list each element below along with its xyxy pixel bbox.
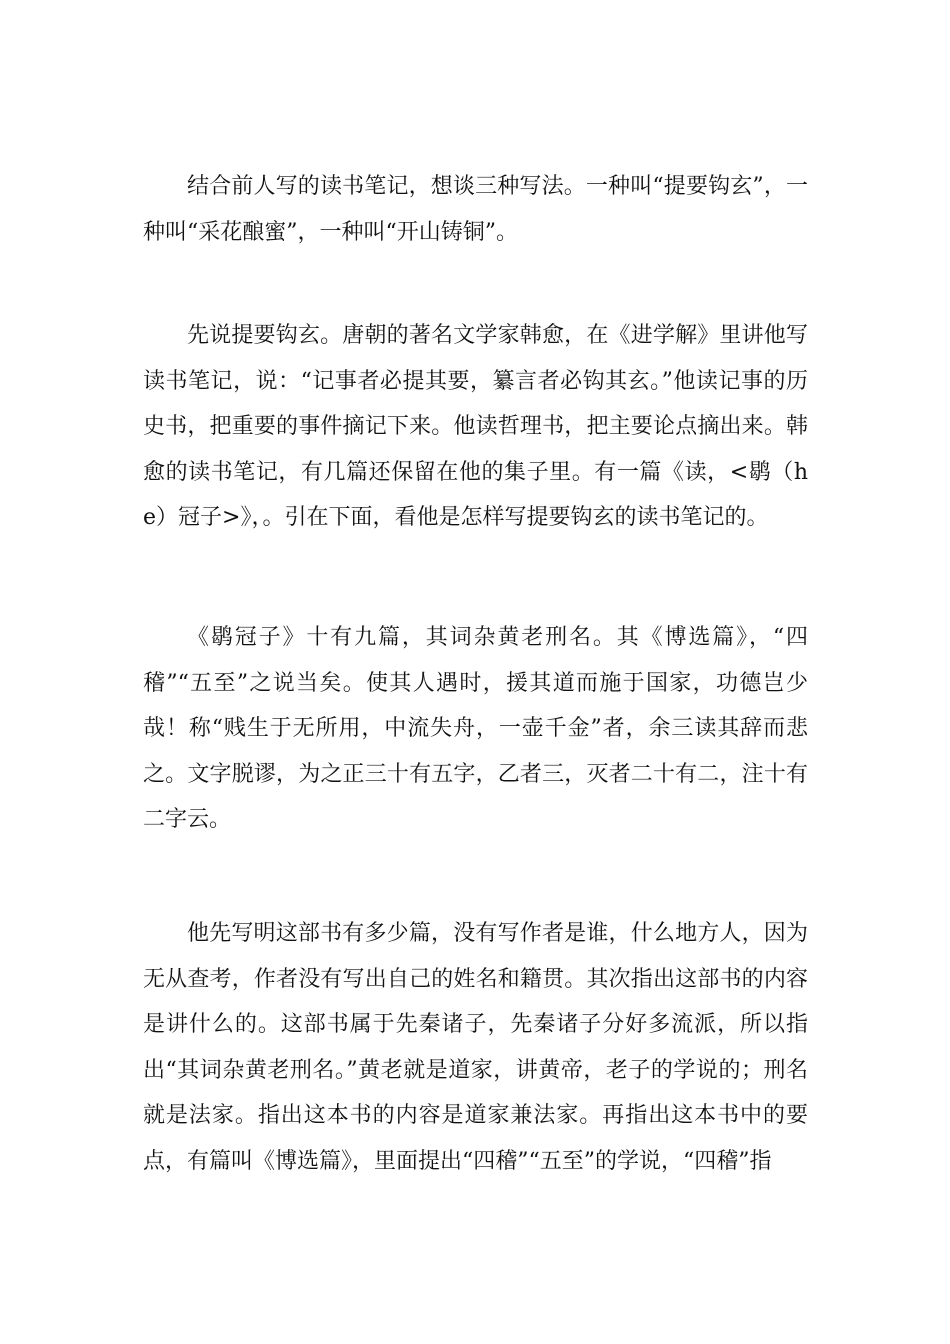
paragraph-tiyao-gouxuan: 先说提要钩玄。唐朝的著名文学家韩愈，在《进学解》里讲他写读书笔记，说：“记事者必提其要，纂言者必钩其玄。”他读记事的历史书，把重要的事件摘记下来。他读哲理书，把主要论点摘出来。韩愈的读书笔记，有几篇还保留在他的集子里。有一篇《读，<鹖（he）冠子>》，。引在下面，看他是怎样写提要钩玄的读书笔记的。 — [143, 323, 808, 530]
paragraph-intro: 结合前人写的读书笔记，想谈三种写法。一种叫“提要钩玄”，一种叫“采花酿蜜”，一种叫“开山铸铜”。 — [143, 174, 808, 245]
paragraph-quotation: 《鹖冠子》十有九篇，其词杂黄老刑名。其《博选篇》，“四稽”“五至”之说当矣。使其人遇时，援其道而施于国家，功德岂少哉！称“贱生于无所用，中流失舟，一壶千金”者，余三读其辞而悲之。文字脱谬，为之正三十有五字，乙者三，灭者二十有二，注十有二字云。 — [143, 625, 808, 832]
paragraph-analysis: 他先写明这部书有多少篇，没有写作者是谁，什么地方人，因为无从查考，作者没有写出自己的姓名和籍贯。其次指出这部书的内容是讲什么的。这部书属于先秦诸子，先秦诸子分好多流派，所以指出“其词杂黄老刑名。”黄老就是道家，讲黄帝，老子的学说的；刑名就是法家。指出这本书的内容是道家兼法家。再指出这本书中的要点，有篇叫《博选篇》，里面提出“四稽”“五至”的学说，“四稽”指 — [143, 921, 808, 1174]
